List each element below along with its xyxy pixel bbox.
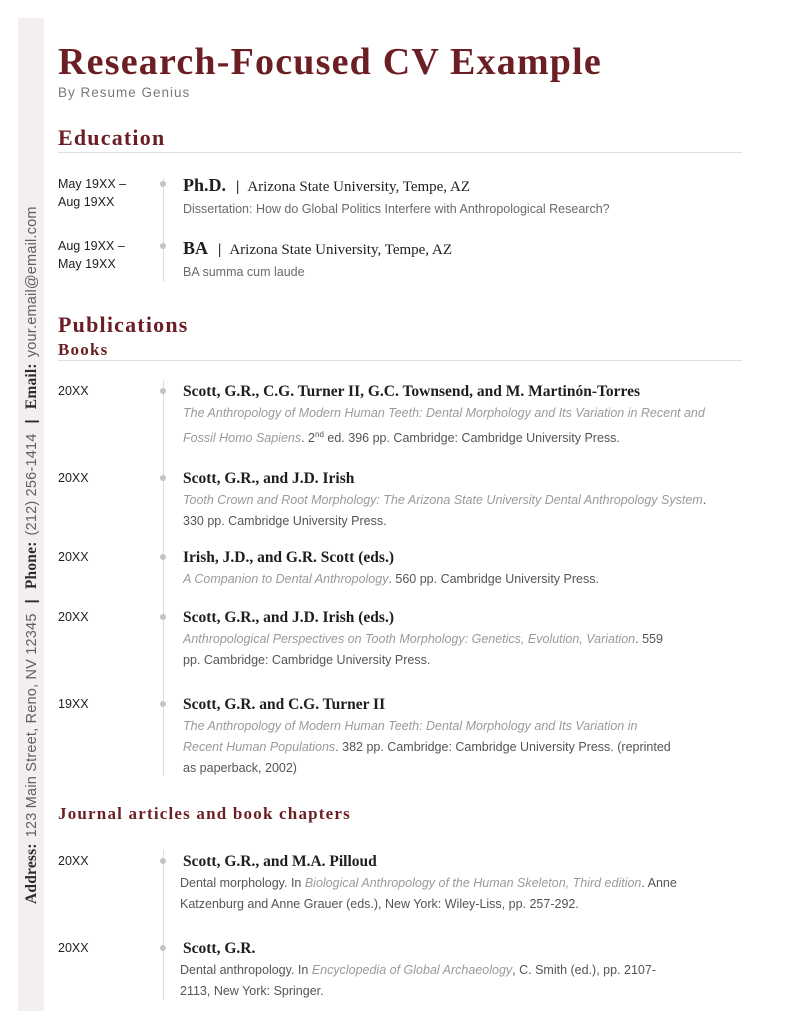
article-details: [180, 960, 743, 1002]
book-year: 20XX: [58, 471, 89, 485]
date-start: May 19XX –: [58, 177, 127, 191]
degree-line: [183, 238, 743, 260]
book-authors: Irish, J.D., and G.R. Scott (eds.): [183, 549, 394, 566]
degree-description: Dissertation: How do Global Politics Interfere with Anthropological Research?: [183, 202, 610, 216]
book-entry: [183, 608, 743, 671]
book-authors: Scott, G.R., C.G. Turner II, G.C. Townsend, and M. Martinón-Torres: [183, 383, 641, 400]
book-title: Tooth Crown and Root Morphology: The Arizona State University Dental Anthropology System: [183, 493, 703, 507]
book-authors: Scott, G.R., and J.D. Irish: [183, 470, 355, 487]
article-source-title: Encyclopedia of Global Archaeology: [311, 963, 513, 977]
degree-separator: |: [218, 242, 222, 258]
articles-timeline: [163, 850, 164, 1000]
book-publisher: . 2: [301, 431, 316, 446]
byline: By Resume Genius: [58, 85, 191, 100]
email-value: your.email@email.com: [24, 206, 40, 358]
institution: Arizona State University, Tempe, AZ: [229, 242, 452, 258]
timeline-dot: [160, 701, 166, 707]
education-divider: [58, 152, 742, 153]
publications-divider: [58, 360, 742, 361]
phone-label: Phone:: [23, 541, 40, 590]
book-authors: Scott, G.R. and C.G. Turner II: [183, 696, 386, 713]
book-details: [183, 490, 743, 532]
edition-suffix: nd: [315, 430, 324, 439]
date-end: May 19XX: [58, 257, 116, 271]
degree-line: [183, 175, 743, 197]
books-timeline: [163, 380, 164, 776]
book-details: [183, 629, 743, 671]
timeline-dot: [160, 243, 166, 249]
book-publisher: as paperback, 2002): [183, 761, 297, 775]
article-publisher: , C. Smith (ed.), pp. 2107-: [512, 963, 656, 977]
article-authors: Scott, G.R.: [183, 940, 256, 957]
page-title: Research-Focused CV Example: [58, 41, 602, 83]
contact-separator: |: [24, 419, 40, 424]
contact-separator: |: [24, 599, 40, 604]
article-entry: [180, 852, 743, 915]
email-label: Email:: [23, 363, 40, 410]
article-authors: Scott, G.R., and M.A. Pilloud: [183, 853, 377, 870]
book-entry: [183, 469, 743, 532]
book-publisher: . 382 pp. Cambridge: Cambridge University Press. (reprinted: [335, 740, 671, 754]
book-title: Anthropological Perspectives on Tooth Morphology: Genetics, Evolution, Variation: [183, 632, 636, 646]
degree-title: Ph.D.: [183, 175, 227, 195]
book-details: [183, 569, 743, 590]
article-publisher: 2113, New York: Springer.: [180, 984, 324, 998]
article-publisher: Katzenburg and Anne Grauer (eds.), New York: Wiley-Liss, pp. 257-292.: [180, 897, 579, 911]
degree-separator: |: [236, 179, 240, 195]
article-year: 20XX: [58, 941, 89, 955]
book-entry: [183, 382, 743, 449]
publications-heading: Publications: [58, 312, 189, 337]
book-title: Fossil Homo Sapiens: [183, 431, 302, 446]
book-details: [183, 403, 743, 449]
timeline-dot: [160, 475, 166, 481]
timeline-dot: [160, 945, 166, 951]
book-year: 19XX: [58, 697, 89, 711]
book-title: Recent Human Populations: [183, 740, 336, 754]
timeline-dot: [160, 554, 166, 560]
article-prefix: Dental morphology. In: [180, 876, 305, 890]
education-timeline: [163, 178, 164, 282]
education-heading: Education: [58, 125, 166, 150]
book-publisher: .: [702, 493, 707, 507]
book-authors: Scott, G.R., and J.D. Irish (eds.): [183, 609, 394, 626]
books-heading: Books: [58, 340, 109, 359]
book-publisher: pp. Cambridge: Cambridge University Press.: [183, 653, 431, 667]
article-publisher: . Anne: [641, 876, 677, 890]
articles-heading: Journal articles and book chapters: [58, 804, 351, 823]
date-start: Aug 19XX –: [58, 239, 125, 253]
book-entry: [183, 548, 743, 590]
education-date: [58, 175, 126, 211]
address-label: Address:: [23, 843, 40, 904]
article-details: [180, 873, 743, 915]
education-entry-ba: [183, 238, 743, 283]
article-year: 20XX: [58, 854, 89, 868]
book-publisher: . 560 pp. Cambridge University Press.: [388, 572, 599, 586]
article-source-title: Biological Anthropology of the Human Skeleton, Third edition: [304, 876, 642, 890]
institution: Arizona State University, Tempe, AZ: [247, 179, 470, 195]
phone-value: (212) 256-1414: [24, 433, 40, 536]
book-entry: [183, 695, 743, 779]
book-year: 20XX: [58, 610, 89, 624]
book-publisher: . 559: [635, 632, 663, 646]
timeline-dot: [160, 181, 166, 187]
book-year: 20XX: [58, 384, 89, 398]
timeline-dot: [160, 614, 166, 620]
education-date: [58, 237, 125, 273]
book-details: [183, 716, 743, 779]
book-title: The Anthropology of Modern Human Teeth: Dental Morphology and Its Variation in: [183, 719, 638, 733]
timeline-dot: [160, 388, 166, 394]
degree-description: BA summa cum laude: [183, 265, 305, 279]
timeline-dot: [160, 858, 166, 864]
book-publisher: ed. 396 pp. Cambridge: Cambridge University Press.: [323, 431, 620, 446]
date-end: Aug 19XX: [58, 195, 115, 209]
education-entry-phd: [183, 175, 743, 220]
article-prefix: Dental anthropology. In: [180, 963, 312, 977]
book-year: 20XX: [58, 550, 89, 564]
book-publisher: 330 pp. Cambridge University Press.: [183, 514, 387, 528]
contact-info: [24, 206, 40, 904]
article-entry: [180, 939, 743, 1002]
book-title: The Anthropology of Modern Human Teeth: Dental Morphology and Its Variation in Recent and: [183, 406, 705, 420]
degree-title: BA: [183, 238, 209, 258]
book-title: A Companion to Dental Anthropology: [183, 572, 389, 586]
address-value: 123 Main Street, Reno, NV 12345: [24, 613, 40, 838]
